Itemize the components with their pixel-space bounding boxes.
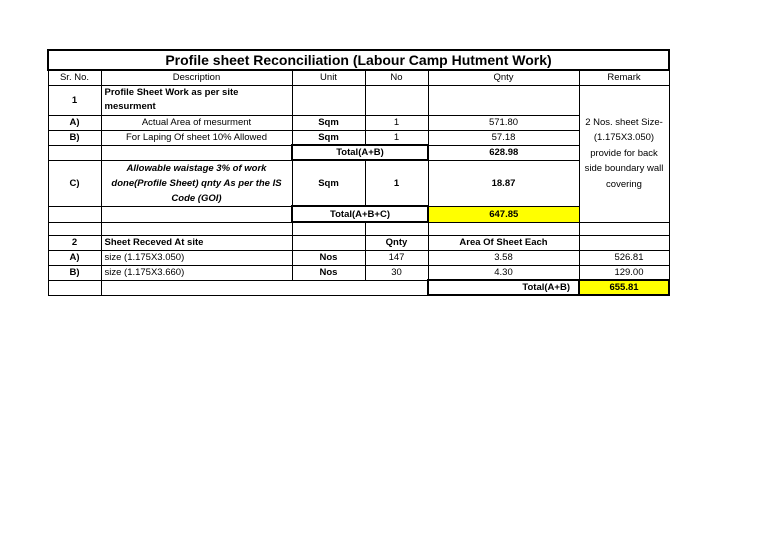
empty-cell (365, 222, 428, 235)
row-description: size (1.175X3.660) (101, 265, 292, 280)
empty-cell (579, 235, 669, 250)
row-unit: Sqm (292, 130, 365, 145)
section2-total-value: 655.81 (579, 280, 669, 295)
header-no: No (365, 70, 428, 85)
table-row (48, 130, 669, 145)
empty-cell (48, 222, 101, 235)
section2-qnty-header: Qnty (365, 235, 428, 250)
row-unit: Sqm (292, 115, 365, 130)
header-sr-no: Sr. No. (48, 70, 101, 85)
row-qnty: 57.18 (428, 130, 579, 145)
row-no: 1 (365, 115, 428, 130)
empty-cell (428, 85, 579, 115)
empty-cell (101, 280, 428, 295)
total-abc-value: 647.85 (428, 206, 579, 222)
row-sr: C) (48, 160, 101, 206)
empty-cell (48, 145, 101, 160)
section1-number: 1 (48, 85, 101, 115)
row-no: 1 (365, 160, 428, 206)
reconciliation-table (47, 49, 670, 296)
row-unit: Nos (292, 250, 365, 265)
row-description: For Laping Of sheet 10% Allowed (101, 130, 292, 145)
total-abc-label: Total(A+B+C) (292, 206, 428, 222)
section1-remark: 2 Nos. sheet Size-(1.175X3.050) provide for back side boundary wall covering (579, 85, 669, 222)
empty-cell (428, 222, 579, 235)
table-row (48, 115, 669, 130)
empty-cell (101, 222, 292, 235)
empty-cell (365, 85, 428, 115)
empty-cell (48, 280, 101, 295)
empty-cell (292, 222, 365, 235)
table-row (48, 250, 669, 265)
row-qnty: 571.80 (428, 115, 579, 130)
sheet-title: Profile sheet Reconciliation (Labour Camp Hutment Work) (48, 50, 669, 70)
row-qnty: 30 (365, 265, 428, 280)
total-ab-label: Total(A+B) (292, 145, 428, 160)
section1-heading: Profile Sheet Work as per site mesurment (101, 85, 292, 115)
row-total: 129.00 (579, 265, 669, 280)
empty-cell (101, 145, 292, 160)
row-area: 3.58 (428, 250, 579, 265)
row-qnty: 147 (365, 250, 428, 265)
row-sr: B) (48, 130, 101, 145)
empty-cell (101, 206, 292, 222)
row-sr: A) (48, 250, 101, 265)
empty-cell (48, 206, 101, 222)
empty-cell (292, 85, 365, 115)
section2-area-header: Area Of Sheet Each (428, 235, 579, 250)
empty-cell (579, 222, 669, 235)
row-description: size (1.175X3.050) (101, 250, 292, 265)
section2-total-label: Total(A+B) (428, 280, 579, 295)
table-row (48, 265, 669, 280)
total-ab-value: 628.98 (428, 145, 579, 160)
row-area: 4.30 (428, 265, 579, 280)
row-total: 526.81 (579, 250, 669, 265)
empty-cell (292, 235, 365, 250)
row-description: Actual Area of mesurment (101, 115, 292, 130)
row-unit: Sqm (292, 160, 365, 206)
row-sr: B) (48, 265, 101, 280)
header-qnty: Qnty (428, 70, 579, 85)
section2-number: 2 (48, 235, 101, 250)
header-remark: Remark (579, 70, 669, 85)
section2-heading: Sheet Receved At site (101, 235, 292, 250)
header-unit: Unit (292, 70, 365, 85)
row-no: 1 (365, 130, 428, 145)
header-description: Description (101, 70, 292, 85)
row-unit: Nos (292, 265, 365, 280)
table-row (48, 160, 669, 206)
row-sr: A) (48, 115, 101, 130)
row-description: Allowable waistage 3% of work done(Profile Sheet) qnty As per the IS Code (GOI) (101, 160, 292, 206)
row-qnty: 18.87 (428, 160, 579, 206)
